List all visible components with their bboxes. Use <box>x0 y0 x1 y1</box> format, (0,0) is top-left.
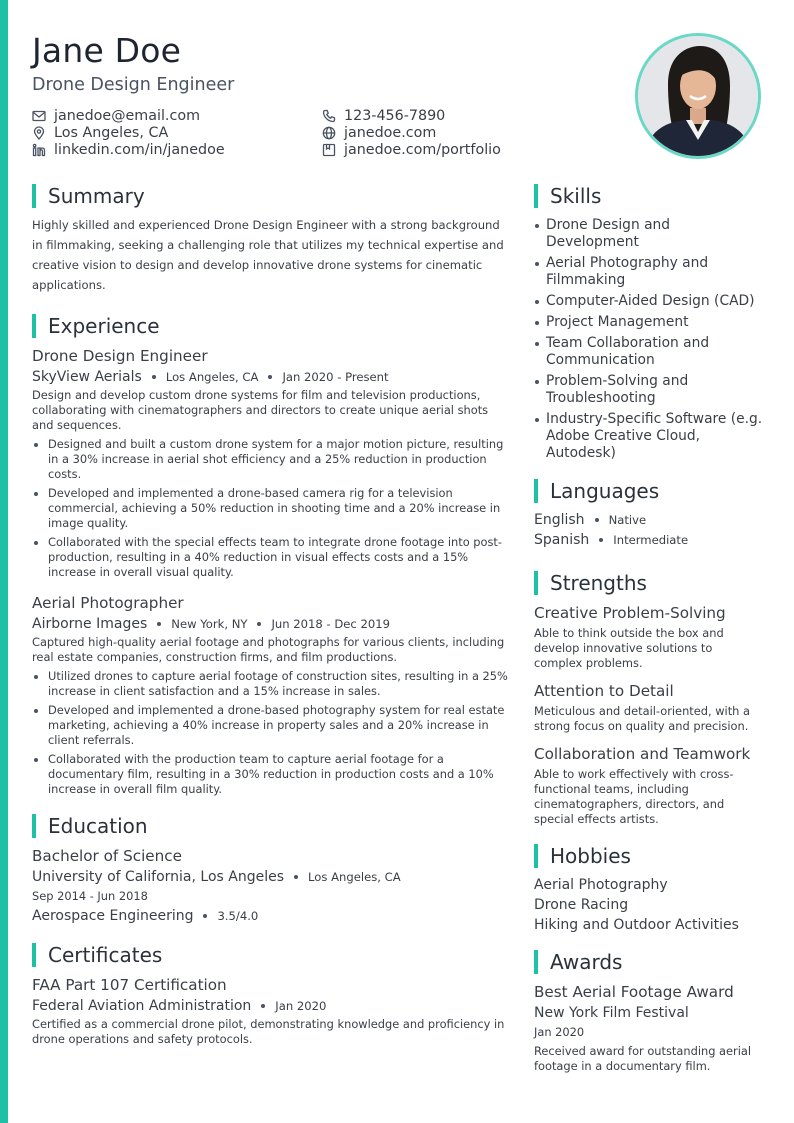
languages-heading <box>534 478 764 504</box>
strengths-heading-text: Strengths <box>550 571 647 595</box>
job-dates: Jun 2018 - Dec 2019 <box>271 617 390 631</box>
heading-accent <box>32 814 36 838</box>
job-achievements <box>32 437 510 580</box>
job-description: Captured high-quality aerial footage and photographs for various clients, including real estate companies, construction firms, and film productions. <box>32 635 505 664</box>
strengths-section <box>534 570 764 827</box>
language-name: English <box>534 512 585 528</box>
skill-text: Computer-Aided Design (CAD) <box>546 293 755 309</box>
bullet-icon <box>34 709 38 713</box>
certificate-issuer: Federal Aviation Administration <box>32 998 252 1014</box>
certificate-date: Jan 2020 <box>275 999 327 1013</box>
linkedin-icon <box>32 143 46 157</box>
list-item <box>32 437 510 482</box>
languages-heading-text: Languages <box>550 479 660 503</box>
achievement-text: Collaborated with the special effects team to integrate drone footage into post-production, resulting in a 40% reduction in visual effects costs and a 15% increase in overall visual quality. <box>48 535 502 579</box>
job-entry <box>32 594 510 797</box>
degree: Bachelor of Science <box>32 847 182 865</box>
language-level: Native <box>608 513 647 527</box>
awards-section <box>534 949 764 1074</box>
contact-location <box>32 125 168 141</box>
list-item <box>32 535 510 580</box>
strength-text: Meticulous and detail-oriented, with a strong focus on quality and precision. <box>534 704 750 733</box>
list-item <box>534 335 764 369</box>
job-description: Design and develop custom drone systems for film and television productions, collaborating with cinematographers and directors to create unique aerial shots and sequences. <box>32 388 489 432</box>
accent-bar <box>0 0 8 1123</box>
hobbies-heading <box>534 843 764 869</box>
heading-accent <box>534 950 538 974</box>
certificates-section <box>32 942 510 1047</box>
field-of-study: Aerospace Engineering <box>32 908 194 924</box>
certificate-name: FAA Part 107 Certification <box>32 976 227 994</box>
hobby-text: Hiking and Outdoor Activities <box>534 917 739 933</box>
job-achievements <box>32 669 510 797</box>
language-row <box>534 512 764 528</box>
languages-section <box>534 478 764 548</box>
list-item <box>32 669 510 699</box>
hobbies-heading-text: Hobbies <box>550 844 631 868</box>
separator-dot <box>203 914 207 918</box>
gpa: 3.5/4.0 <box>217 909 259 923</box>
separator-dot <box>261 1004 265 1008</box>
summary-heading-text: Summary <box>48 184 145 208</box>
skill-text: Project Management <box>546 314 689 330</box>
contact-portfolio[interactable] <box>322 142 501 158</box>
mail-icon <box>32 109 46 123</box>
list-item <box>534 217 764 251</box>
bullet-icon <box>535 262 539 266</box>
job-company: SkyView Aerials <box>32 369 142 385</box>
strength-item <box>534 682 764 734</box>
bullet-icon <box>535 321 539 325</box>
summary-heading <box>32 183 510 209</box>
strength-text: Able to think outside the box and develop innovative solutions to complex problems. <box>534 626 724 670</box>
education-section <box>32 813 510 924</box>
separator-dot <box>294 875 298 879</box>
job-location: New York, NY <box>171 617 248 631</box>
heading-accent <box>534 844 538 868</box>
skill-text: Industry-Specific Software (e.g. Adobe Creative Cloud, Autodesk) <box>546 411 763 461</box>
achievement-text: Collaborated with the production team to capture aerial footage for a documentary film, resulting in a 30% reduction in production costs and a 10% increase in overall film quality. <box>48 752 494 796</box>
skills-heading-text: Skills <box>550 184 602 208</box>
achievement-text: Utilized drones to capture aerial footage of construction sites, resulting in a 25% increase in client satisfaction and a 15% increase in sales. <box>48 669 508 698</box>
list-item <box>534 373 764 407</box>
language-level: Intermediate <box>613 533 689 547</box>
contact-linkedin[interactable] <box>32 142 225 158</box>
education-heading <box>32 813 510 839</box>
summary-text: Highly skilled and experienced Drone Design Engineer with a strong background in filmmaking, seeking a challenging role that utilizes my technical expertise and creative vision to design and develop innovative drone systems for cinematic applications. <box>32 218 504 292</box>
certificates-heading <box>32 942 510 968</box>
summary-section <box>32 183 510 295</box>
bullet-icon <box>535 342 539 346</box>
award-date: Jan 2020 <box>534 1025 585 1039</box>
education-meta <box>32 869 510 885</box>
strengths-heading <box>534 570 764 596</box>
experience-heading <box>32 313 510 339</box>
list-item <box>32 752 510 797</box>
bullet-icon <box>34 443 38 447</box>
education-heading-text: Education <box>48 814 148 838</box>
phone-icon <box>322 109 336 123</box>
achievement-text: Developed and implemented a drone-based camera rig for a television commercial, achieving a 50% reduction in shooting time and a 20% increase in image quality. <box>48 486 501 530</box>
award-issuer-text: New York Film Festival <box>534 1005 689 1021</box>
phone-text: 123-456-7890 <box>344 108 446 124</box>
separator-dot <box>268 375 272 379</box>
bullet-icon <box>34 758 38 762</box>
bullet-icon <box>34 492 38 496</box>
hobby-text: Drone Racing <box>534 897 629 913</box>
certificates-heading-text: Certificates <box>48 943 163 967</box>
awards-heading <box>534 949 764 975</box>
skills-list <box>534 217 764 462</box>
strength-item <box>534 745 764 827</box>
bullet-icon <box>34 675 38 679</box>
education-dates: Sep 2014 - Jun 2018 <box>32 889 148 903</box>
linkedin-text: linkedin.com/in/janedoe <box>54 142 225 158</box>
heading-accent <box>32 184 36 208</box>
header <box>32 0 762 178</box>
contact-website[interactable] <box>322 125 436 141</box>
list-item <box>534 314 764 331</box>
certificate-meta <box>32 998 510 1014</box>
skill-text: Team Collaboration and Communication <box>546 335 710 368</box>
location-pin-icon <box>32 126 46 140</box>
bullet-icon <box>535 300 539 304</box>
school-location: Los Angeles, CA <box>308 870 401 884</box>
profile-photo <box>635 33 761 159</box>
job-entry <box>32 347 510 580</box>
award-title: Best Aerial Footage Award <box>534 983 734 1001</box>
separator-dot <box>157 622 161 626</box>
award-description: Received award for outstanding aerial footage in a documentary film. <box>534 1044 752 1073</box>
list-item <box>32 703 510 748</box>
heading-accent <box>534 479 538 503</box>
strength-text: Able to work effectively with cross-functional teams, including cinematographers, directors, and special effects artists. <box>534 767 734 826</box>
list-item <box>534 917 764 933</box>
award-issuer <box>534 1005 764 1021</box>
certificate-description: Certified as a commercial drone pilot, demonstrating knowledge and proficiency in drone operations and safety protocols. <box>32 1017 505 1046</box>
separator-dot <box>595 518 599 522</box>
job-title: Drone Design Engineer <box>32 347 208 365</box>
bullet-icon <box>535 380 539 384</box>
hobby-text: Aerial Photography <box>534 877 668 893</box>
job-company: Airborne Images <box>32 616 148 632</box>
experience-heading-text: Experience <box>48 314 160 338</box>
bullet-icon <box>535 418 539 422</box>
portfolio-icon <box>322 143 336 157</box>
globe-icon <box>322 126 336 140</box>
hobbies-section <box>534 843 764 933</box>
candidate-title: Drone Design Engineer <box>32 75 235 95</box>
skill-text: Aerial Photography and Filmmaking <box>546 255 709 288</box>
resume-page <box>32 0 763 1073</box>
skills-heading <box>534 183 764 209</box>
language-name: Spanish <box>534 532 590 548</box>
profile-photo-illustration <box>638 36 758 156</box>
list-item <box>534 877 764 893</box>
location-text: Los Angeles, CA <box>54 125 169 141</box>
candidate-name: Jane Doe <box>32 31 182 70</box>
bullet-icon <box>34 541 38 545</box>
heading-accent <box>534 571 538 595</box>
separator-dot <box>599 538 603 542</box>
school-name: University of California, Los Angeles <box>32 869 285 885</box>
list-item <box>534 255 764 289</box>
job-location: Los Angeles, CA <box>165 370 259 384</box>
contact-phone[interactable] <box>322 108 445 124</box>
achievement-text: Developed and implemented a drone-based photography system for real estate marketing, achieving a 40% increase in property sales and a 20% increase in client referrals. <box>48 703 505 747</box>
language-row <box>534 532 764 548</box>
bullet-icon <box>535 224 539 228</box>
skill-text: Drone Design and Development <box>546 217 671 250</box>
strength-title: Attention to Detail <box>534 682 674 700</box>
portfolio-text: janedoe.com/portfolio <box>344 142 501 158</box>
job-meta <box>32 369 510 385</box>
skills-section <box>534 183 764 462</box>
strength-item <box>534 604 764 671</box>
skill-text: Problem-Solving and Troubleshooting <box>546 373 689 406</box>
education-field-row <box>32 908 510 924</box>
email-text: janedoe@email.com <box>54 108 201 124</box>
heading-accent <box>32 943 36 967</box>
strength-title: Collaboration and Teamwork <box>534 745 751 763</box>
list-item <box>534 897 764 913</box>
right-column <box>534 183 764 1074</box>
separator-dot <box>152 375 156 379</box>
job-title: Aerial Photographer <box>32 594 184 612</box>
strength-title: Creative Problem-Solving <box>534 604 726 622</box>
achievement-text: Designed and built a custom drone system for a major motion picture, resulting in a 30% increase in aerial shot efficiency and a 25% reduction in production costs. <box>48 437 504 481</box>
list-item <box>534 293 764 310</box>
job-dates: Jan 2020 - Present <box>282 370 389 384</box>
job-meta <box>32 616 510 632</box>
contact-email[interactable] <box>32 108 200 124</box>
heading-accent <box>534 184 538 208</box>
experience-section <box>32 313 510 797</box>
awards-heading-text: Awards <box>550 950 623 974</box>
list-item <box>534 411 764 462</box>
left-column <box>32 183 510 1047</box>
list-item <box>32 486 510 531</box>
heading-accent <box>32 314 36 338</box>
website-text: janedoe.com <box>344 125 437 141</box>
separator-dot <box>257 622 261 626</box>
